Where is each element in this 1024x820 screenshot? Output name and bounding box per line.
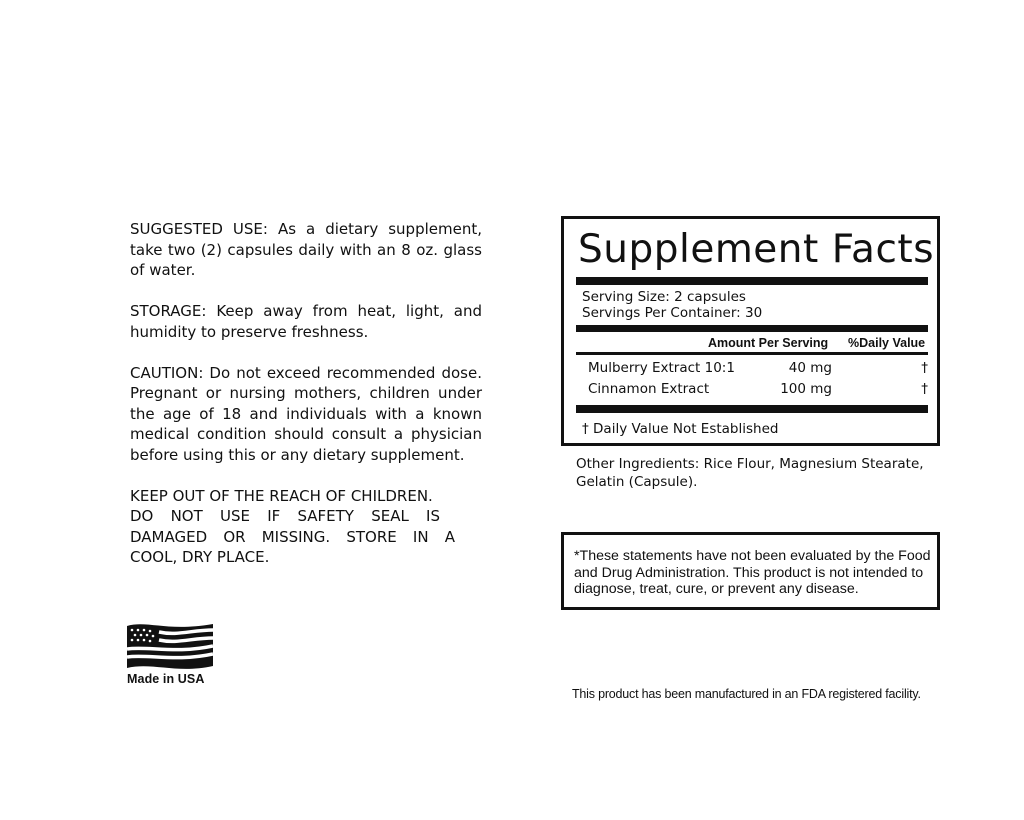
serving-size: Serving Size: 2 capsules — [582, 289, 746, 305]
table-row — [578, 360, 928, 380]
dv-footnote: † Daily Value Not Established — [582, 421, 779, 437]
thick-divider — [576, 277, 928, 285]
daily-value-header: %Daily Value — [848, 336, 926, 350]
directions-panel — [130, 219, 482, 568]
ingredient-name: Cinnamon Extract — [588, 381, 710, 397]
suggested-use-text: SUGGESTED USE: As a dietary supplement, take two (2) capsules daily with an 8 oz. glass of water. — [130, 220, 482, 279]
storage-text: STORAGE: Keep away from heat, light, and humidity to preserve freshness. — [130, 302, 482, 341]
thick-divider — [576, 405, 928, 413]
thick-divider — [576, 325, 928, 332]
ingredient-amount: 100 mg — [780, 381, 832, 397]
other-ingredients: Other Ingredients: Rice Flour, Magnesium Stearate, Gelatin (Capsule). — [576, 456, 924, 490]
table-row — [578, 381, 928, 401]
made-in-usa-label: Made in USA — [127, 672, 205, 686]
caution-text: CAUTION: Do not exceed recommended dose. Pregnant or nursing mothers, children under the age of 18 and individuals with a known medical condition should consult a physician before using this or any dietary supplement. — [130, 363, 482, 464]
fda-disclaimer-box — [561, 532, 940, 610]
warnings-block — [130, 486, 482, 568]
fda-facility-note: This product has been manufactured in an FDA registered facility. — [572, 687, 921, 701]
ingredient-amount: 40 mg — [788, 360, 832, 376]
thin-divider — [576, 352, 928, 355]
warning-line-2: DO NOT USE IF SAFETY SEAL IS — [130, 507, 440, 525]
facts-title: Supplement Facts — [578, 227, 935, 272]
amount-per-serving-header: Amount Per Serving — [708, 336, 829, 350]
warning-line-1: KEEP OUT OF THE REACH OF CHILDREN. — [130, 486, 433, 505]
servings-per-container: Servings Per Container: 30 — [582, 305, 763, 321]
fda-disclaimer-text: *These statements have not been evaluated by the Food and Drug Administration. This product is not intended to diagnose, treat, cure, or prevent any disease. — [574, 548, 931, 597]
ingredient-dv: † — [921, 360, 928, 376]
warning-line-4: COOL, DRY PLACE. — [130, 548, 270, 566]
supplement-facts-panel — [561, 216, 940, 446]
ingredient-name: Mulberry Extract 10:1 — [588, 360, 735, 376]
ingredient-dv: † — [921, 381, 928, 397]
warning-line-3: DAMAGED OR MISSING. STORE IN A — [130, 527, 455, 546]
